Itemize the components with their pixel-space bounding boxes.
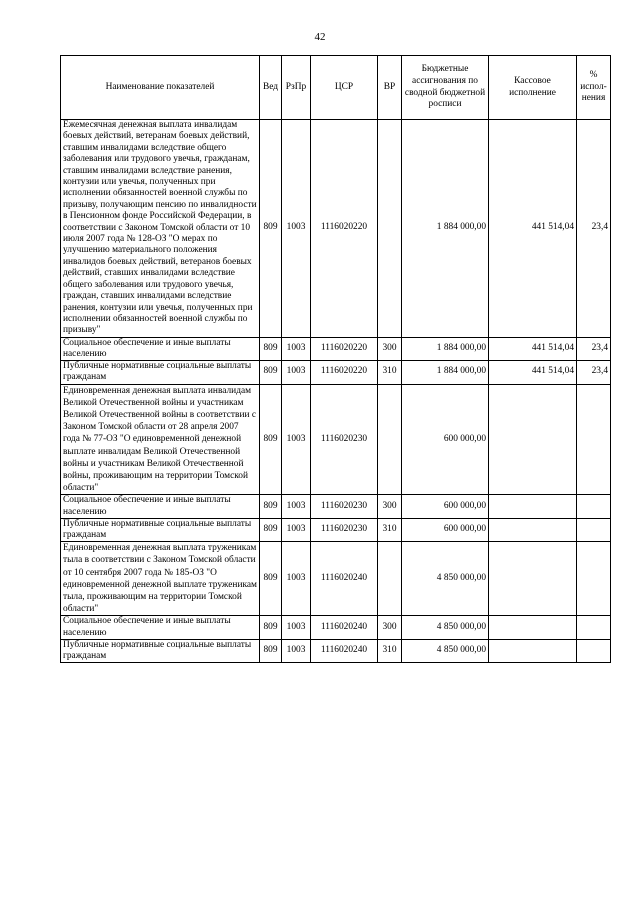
- row-budget: 4 850 000,00: [402, 616, 489, 639]
- row-name: Ежемесячная денежная выплата инвалидам боевых действий, ветеранам боевых действий, ставшим инвалидами вследствие общего заболевания или трудового увечья, гражданам, ставшим инвалидами вследствие ранения, контузии или увечья, полученных при исполнении обязанностей военной службы по призыву, получающим пенсию по инвалидности в Пенсионном фонде Российской Федерации, в соответствии с Законом Томской области от 10 июля 2007 года № 128-ОЗ "О мерах по улучшению материального положения инвалидов боевых действий, ветеранов боевых действий, ставших инвалидами вследствие общего заболевания или трудового увечья, граждан, ставших инвалидами вследствие ранения, контузии или увечья, полученных при исполнении обязанностей военной службы по призыву": [61, 120, 260, 338]
- row-rzpr: 1003: [282, 616, 311, 639]
- budget-execution-table: [60, 55, 611, 663]
- row-name: Единовременная денежная выплата инвалидам Великой Отечественной войны и участникам Великой Отечественной войны в соответствии с Законом Томской области от 28 апреля 2007 года № 77-ОЗ "О единовременной денежной выплате инвалидам Великой Отечественной войны и участникам Великой Отечественной войны, проживающим на территории Томской области": [61, 384, 260, 495]
- header-budget: Бюджетные ассигнования по сводной бюджетной росписи: [402, 56, 489, 120]
- header-rzpr: РзПр: [282, 56, 311, 120]
- row-cash: [489, 384, 577, 495]
- row-percent: 23,4: [577, 120, 611, 338]
- row-name: Публичные нормативные социальные выплаты гражданам: [61, 639, 260, 662]
- row-ved: 809: [260, 361, 282, 384]
- row-csr: 1116020220: [311, 120, 378, 338]
- row-name: Социальное обеспечение и иные выплаты населению: [61, 616, 260, 639]
- row-csr: 1116020230: [311, 518, 378, 541]
- row-ved: 809: [260, 384, 282, 495]
- row-cash: [489, 616, 577, 639]
- table-row: [61, 120, 611, 338]
- table-header-row: [61, 56, 611, 120]
- row-csr: 1116020230: [311, 495, 378, 518]
- row-rzpr: 1003: [282, 495, 311, 518]
- row-csr: 1116020240: [311, 639, 378, 662]
- header-vr: ВР: [378, 56, 402, 120]
- row-name: Социальное обеспечение и иные выплаты населению: [61, 337, 260, 360]
- row-budget: 600 000,00: [402, 518, 489, 541]
- table-row: [61, 361, 611, 384]
- header-ved: Вед: [260, 56, 282, 120]
- row-vr: 300: [378, 337, 402, 360]
- row-cash: [489, 495, 577, 518]
- table-row: [61, 518, 611, 541]
- row-name: Социальное обеспечение и иные выплаты населению: [61, 495, 260, 518]
- row-percent: [577, 639, 611, 662]
- row-ved: 809: [260, 518, 282, 541]
- table-row: [61, 639, 611, 662]
- row-percent: [577, 616, 611, 639]
- row-csr: 1116020230: [311, 384, 378, 495]
- row-cash: [489, 518, 577, 541]
- row-percent: 23,4: [577, 361, 611, 384]
- row-percent: [577, 384, 611, 495]
- row-ved: 809: [260, 542, 282, 616]
- header-csr: ЦСР: [311, 56, 378, 120]
- row-budget: 1 884 000,00: [402, 361, 489, 384]
- page-number: 42: [314, 31, 326, 43]
- row-vr: [378, 384, 402, 495]
- row-cash: [489, 542, 577, 616]
- row-rzpr: 1003: [282, 384, 311, 495]
- row-csr: 1116020220: [311, 361, 378, 384]
- row-vr: 300: [378, 495, 402, 518]
- row-rzpr: 1003: [282, 518, 311, 541]
- table-row: [61, 616, 611, 639]
- row-ved: 809: [260, 639, 282, 662]
- row-ved: 809: [260, 616, 282, 639]
- row-percent: [577, 495, 611, 518]
- row-rzpr: 1003: [282, 639, 311, 662]
- row-vr: 310: [378, 518, 402, 541]
- row-vr: [378, 120, 402, 338]
- row-percent: [577, 518, 611, 541]
- row-vr: 310: [378, 639, 402, 662]
- row-cash: 441 514,04: [489, 120, 577, 338]
- row-rzpr: 1003: [282, 120, 311, 338]
- row-budget: 600 000,00: [402, 495, 489, 518]
- row-cash: 441 514,04: [489, 361, 577, 384]
- row-budget: 1 884 000,00: [402, 120, 489, 338]
- header-cash: Кассовое исполнение: [489, 56, 577, 120]
- row-vr: [378, 542, 402, 616]
- row-budget: 1 884 000,00: [402, 337, 489, 360]
- row-percent: 23,4: [577, 337, 611, 360]
- row-cash: 441 514,04: [489, 337, 577, 360]
- table-row: [61, 337, 611, 360]
- row-percent: [577, 542, 611, 616]
- row-budget: 600 000,00: [402, 384, 489, 495]
- row-ved: 809: [260, 120, 282, 338]
- row-name: Публичные нормативные социальные выплаты гражданам: [61, 361, 260, 384]
- row-ved: 809: [260, 337, 282, 360]
- row-rzpr: 1003: [282, 361, 311, 384]
- table-row: [61, 495, 611, 518]
- row-vr: 300: [378, 616, 402, 639]
- header-name: Наименование показателей: [61, 56, 260, 120]
- row-rzpr: 1003: [282, 542, 311, 616]
- row-ved: 809: [260, 495, 282, 518]
- table-row: [61, 542, 611, 616]
- row-budget: 4 850 000,00: [402, 542, 489, 616]
- row-csr: 1116020240: [311, 616, 378, 639]
- row-rzpr: 1003: [282, 337, 311, 360]
- table-row: [61, 384, 611, 495]
- row-name: Публичные нормативные социальные выплаты гражданам: [61, 518, 260, 541]
- row-vr: 310: [378, 361, 402, 384]
- header-percent: % испол-нения: [577, 56, 611, 120]
- row-csr: 1116020240: [311, 542, 378, 616]
- row-csr: 1116020220: [311, 337, 378, 360]
- row-budget: 4 850 000,00: [402, 639, 489, 662]
- row-name: Единовременная денежная выплата труженикам тыла в соответствии с Законом Томской области от 10 сентября 2007 года № 185-ОЗ "О единовременной денежной выплате труженикам тыла, проживающим на территории Томской области": [61, 542, 260, 616]
- row-cash: [489, 639, 577, 662]
